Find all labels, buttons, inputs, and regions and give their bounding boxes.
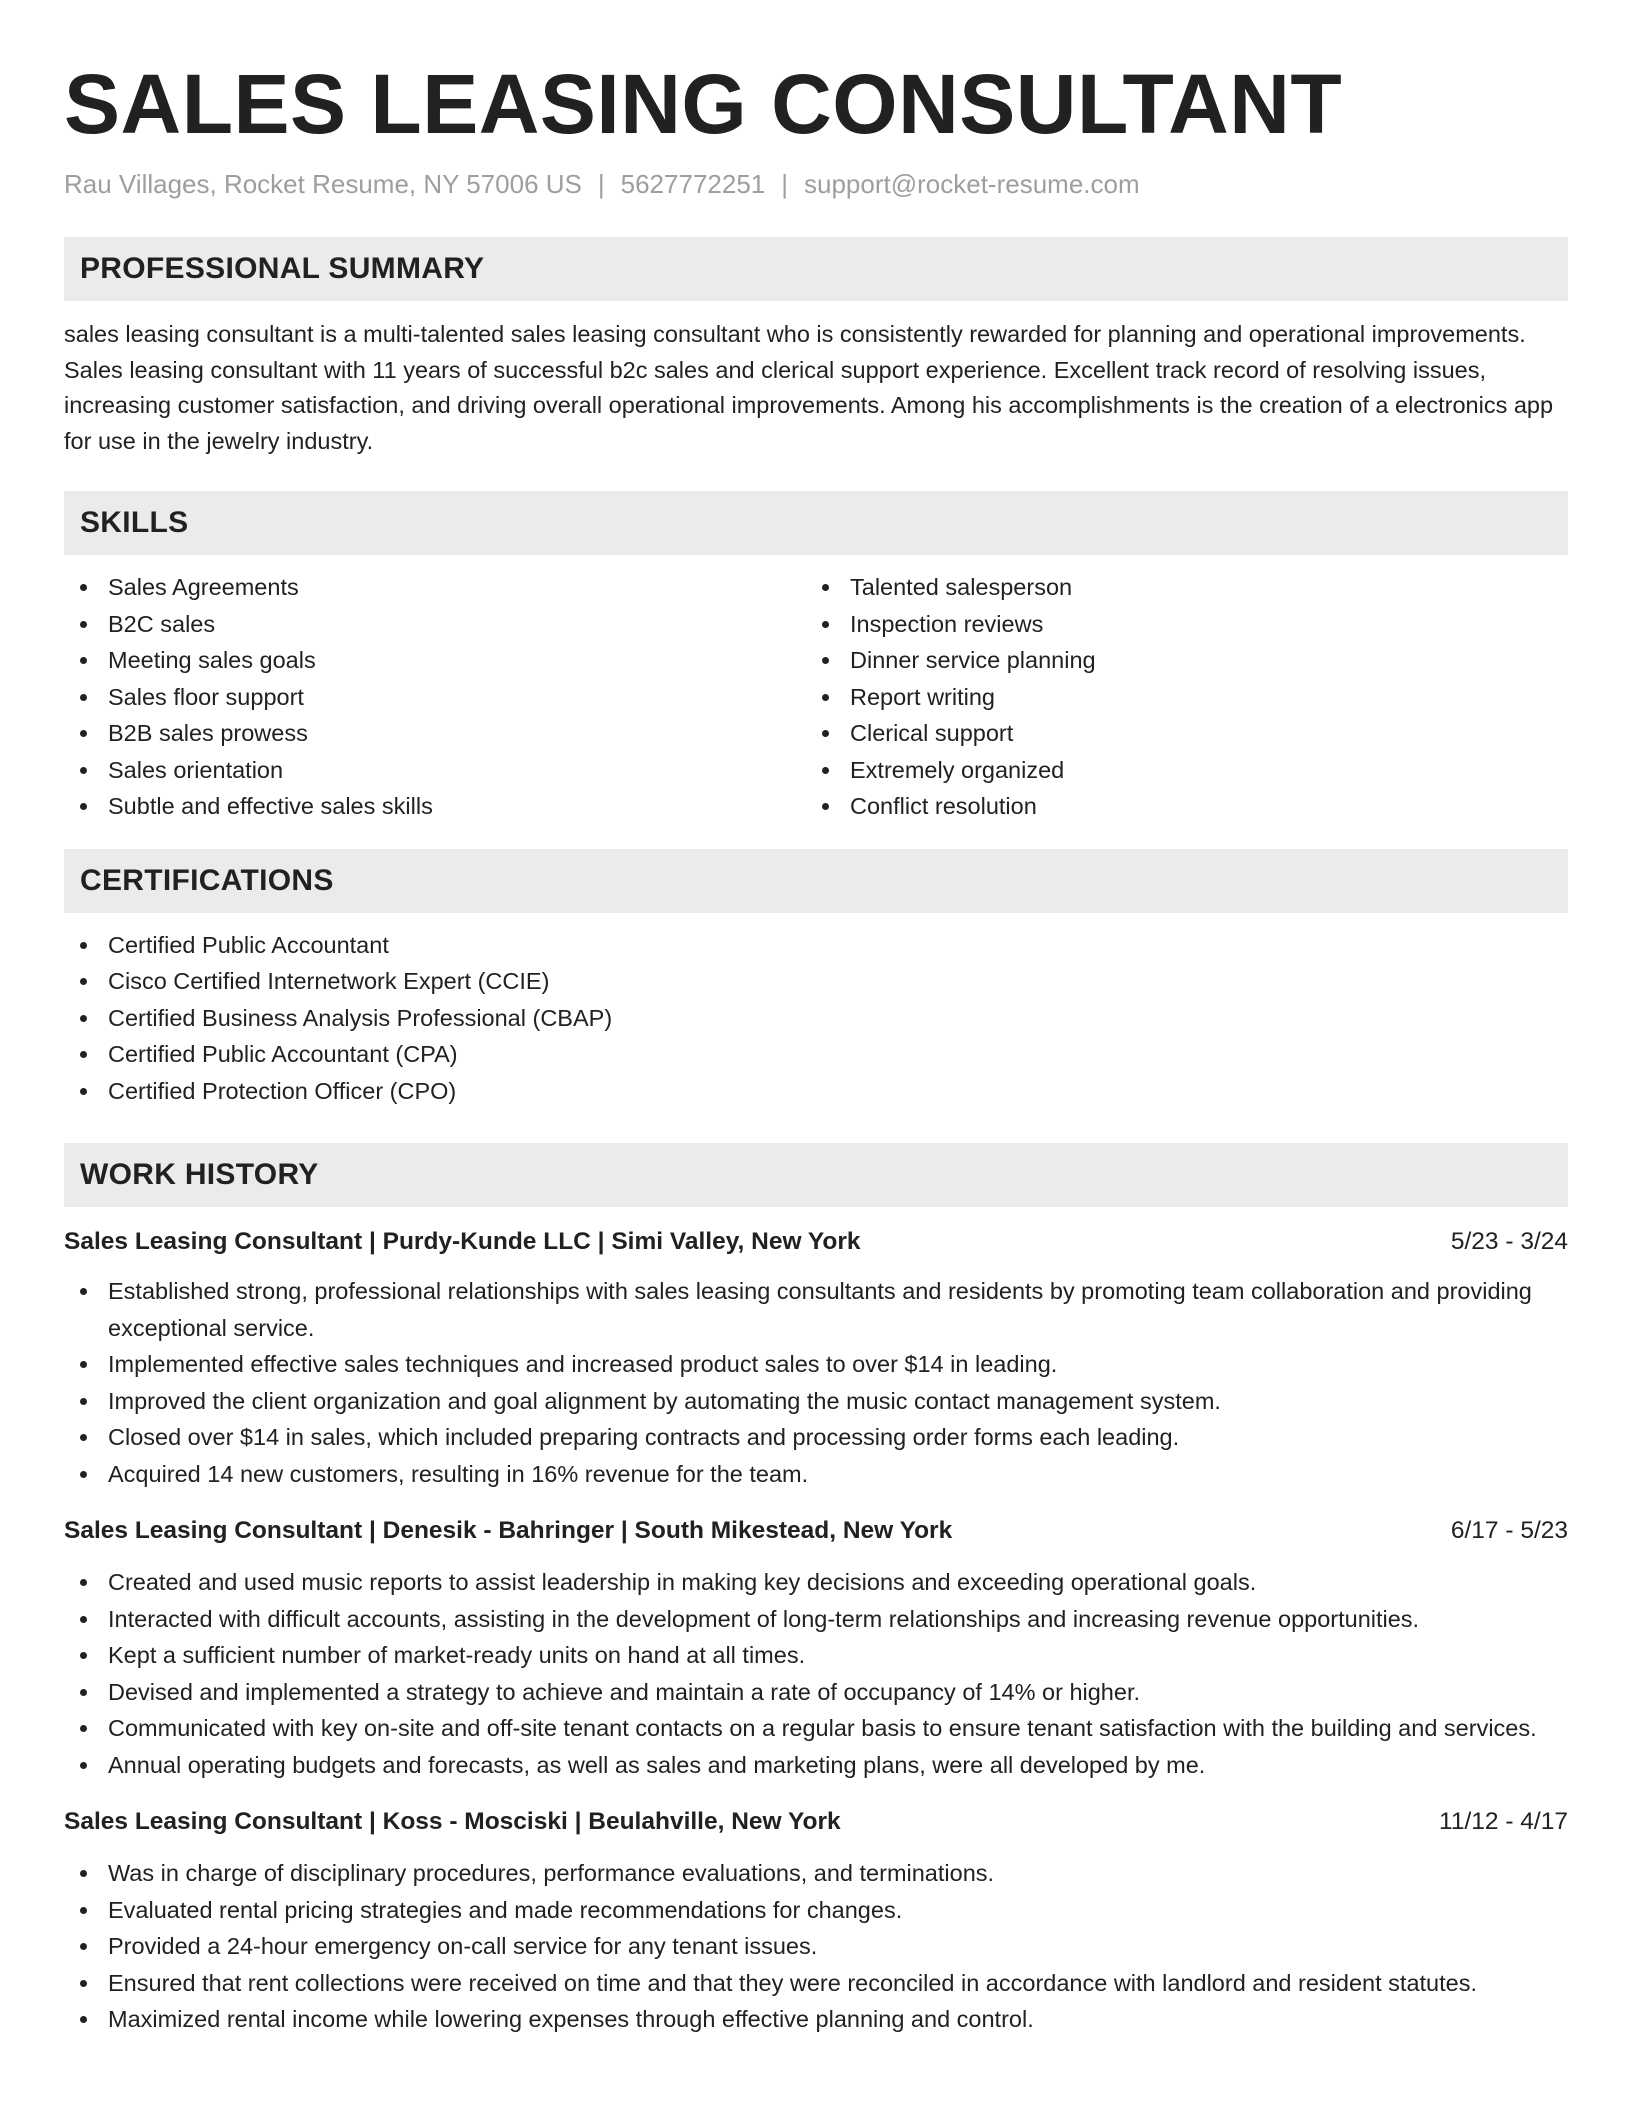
skill-item: Conflict resolution — [806, 788, 1548, 825]
job-bullet: Interacted with difficult accounts, assisting in the development of long-term relationships and increasing revenue opportunities. — [64, 1601, 1568, 1638]
contact-email: support@rocket-resume.com — [804, 169, 1140, 199]
skill-item: Meeting sales goals — [64, 642, 806, 679]
section-heading-certifications: CERTIFICATIONS — [64, 849, 1568, 913]
job-bullet: Acquired 14 new customers, resulting in 16% revenue for the team. — [64, 1456, 1568, 1493]
job-bullet: Annual operating budgets and forecasts, as well as sales and marketing plans, were all developed by me. — [64, 1747, 1568, 1784]
job-bullet: Ensured that rent collections were received on time and that they were reconciled in accordance with landlord and resident statutes. — [64, 1965, 1568, 2002]
contact-address: Rau Villages, Rocket Resume, NY 57006 US — [64, 169, 582, 199]
job-title: Sales Leasing Consultant | Denesik - Bahringer | South Mikestead, New York — [64, 1517, 953, 1544]
skills-list-left — [64, 569, 806, 825]
job-entry — [64, 1805, 1568, 2038]
job-header — [64, 1514, 1568, 1548]
contact-separator: | — [781, 169, 789, 199]
skill-item: Talented salesperson — [806, 569, 1548, 606]
certification-item: Certified Public Accountant (CPA) — [64, 1036, 1568, 1073]
job-bullet: Devised and implemented a strategy to achieve and maintain a rate of occupancy of 14% or higher. — [64, 1674, 1568, 1711]
job-entry — [64, 1225, 1568, 1492]
skills-grid — [64, 569, 1568, 825]
job-dates: 5/23 - 3/24 — [1450, 1228, 1568, 1255]
job-bullet: Kept a sufficient number of market-ready units on hand at all times. — [64, 1637, 1568, 1674]
contact-separator: | — [597, 169, 605, 199]
job-dates: 11/12 - 4/17 — [1439, 1808, 1568, 1835]
job-dates: 6/17 - 5/23 — [1450, 1517, 1568, 1544]
resume-title: SALES LEASING CONSULTANT — [64, 57, 1343, 151]
job-entry — [64, 1514, 1568, 1783]
job-bullets — [64, 1564, 1568, 1783]
job-bullets — [64, 1273, 1568, 1492]
job-bullet: Implemented effective sales techniques and increased product sales to over $14 in leading. — [64, 1346, 1568, 1383]
job-bullet: Closed over $14 in sales, which included preparing contracts and processing order forms each leading. — [64, 1419, 1568, 1456]
skill-item: Clerical support — [806, 715, 1548, 752]
skill-item: Sales floor support — [64, 679, 806, 716]
job-bullet: Communicated with key on-site and off-site tenant contacts on a regular basis to ensure tenant satisfaction with the building and services. — [64, 1710, 1568, 1747]
job-bullet: Created and used music reports to assist leadership in making key decisions and exceeding operational goals. — [64, 1564, 1568, 1601]
section-heading-skills: SKILLS — [64, 491, 1568, 555]
job-bullet: Provided a 24-hour emergency on-call service for any tenant issues. — [64, 1928, 1568, 1965]
job-bullets — [64, 1855, 1568, 2038]
skill-item: Dinner service planning — [806, 642, 1548, 679]
contact-line — [64, 168, 1568, 200]
skills-list-right — [806, 569, 1548, 825]
skill-item: Report writing — [806, 679, 1548, 716]
job-header — [64, 1225, 1568, 1259]
section-heading-summary: PROFESSIONAL SUMMARY — [64, 237, 1568, 301]
skill-item: Subtle and effective sales skills — [64, 788, 806, 825]
job-bullet: Was in charge of disciplinary procedures, performance evaluations, and terminations. — [64, 1855, 1568, 1892]
job-bullet: Maximized rental income while lowering expenses through effective planning and control. — [64, 2001, 1568, 2038]
skill-item: B2B sales prowess — [64, 715, 806, 752]
skill-item: Extremely organized — [806, 752, 1548, 789]
resume-page — [64, 56, 1568, 2038]
job-bullet: Evaluated rental pricing strategies and made recommendations for changes. — [64, 1892, 1568, 1929]
certification-item: Certified Public Accountant — [64, 927, 1568, 964]
skill-item: B2C sales — [64, 606, 806, 643]
job-bullet: Improved the client organization and goal alignment by automating the music contact management system. — [64, 1383, 1568, 1420]
job-title: Sales Leasing Consultant | Koss - Mosciski | Beulahville, New York — [64, 1808, 841, 1835]
summary-text: sales leasing consultant is a multi-talented sales leasing consultant who is consistently rewarded for planning and operational improvements. Sales leasing consultant with 11 years of successful b2c sales and clerical support experience. Excellent track record of resolving issues, increasing customer satisfaction, and driving overall operational improvements. Among his accomplishments is the creation of a electronics app for use in the jewelry industry. — [64, 321, 1554, 454]
skill-item: Sales Agreements — [64, 569, 806, 606]
job-bullet: Established strong, professional relationships with sales leasing consultants and residents by promoting team collaboration and providing exceptional service. — [64, 1273, 1568, 1346]
section-heading-work-history: WORK HISTORY — [64, 1143, 1568, 1207]
certification-item: Cisco Certified Internetwork Expert (CCIE) — [64, 963, 1568, 1000]
skill-item: Sales orientation — [64, 752, 806, 789]
certification-item: Certified Business Analysis Professional (CBAP) — [64, 1000, 1568, 1037]
job-title: Sales Leasing Consultant | Purdy-Kunde LLC | Simi Valley, New York — [64, 1228, 861, 1255]
certifications-list — [64, 927, 1568, 1110]
skill-item: Inspection reviews — [806, 606, 1548, 643]
certification-item: Certified Protection Officer (CPO) — [64, 1073, 1568, 1110]
job-header — [64, 1805, 1568, 1839]
contact-phone: 5627772251 — [620, 169, 766, 199]
